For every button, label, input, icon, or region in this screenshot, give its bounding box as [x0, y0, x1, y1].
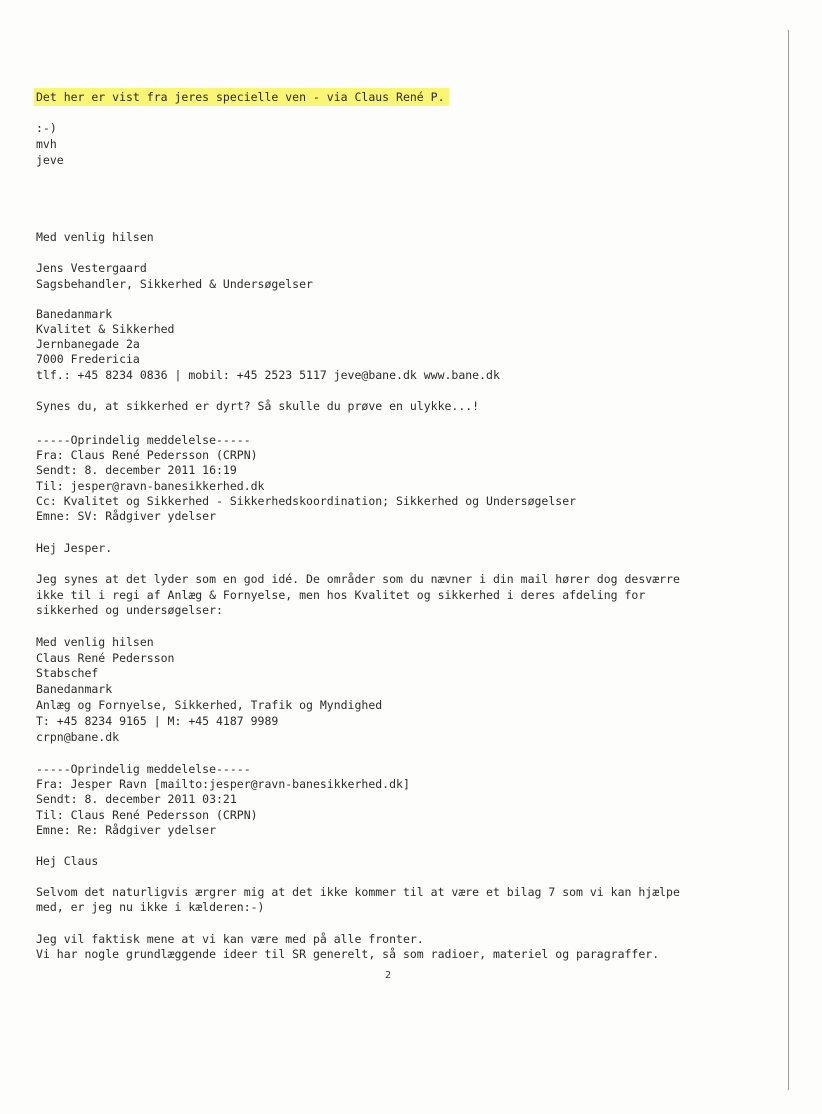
note-line: jeve	[36, 153, 64, 167]
signature-title: Sagsbehandler, Sikkerhed & Undersøgelser	[36, 277, 313, 291]
page-number: 2	[385, 970, 392, 981]
msg2-body-line: Selvom det naturligvis ærgrer mig at det ikke kommer til at være et bilag 7 som vi kan hjælpe	[36, 885, 680, 899]
msg1-sig-line: Banedanmark	[36, 682, 113, 696]
msg1-cc: Cc: Kvalitet og Sikkerhed - Sikkerhedskoordination; Sikkerhed og Undersøgelser	[36, 494, 577, 508]
msg1-sig-line: Anlæg og Fornyelse, Sikkerhed, Trafik og Myndighed	[36, 698, 383, 712]
msg1-sig-line: T: +45 8234 9165 | M: +45 4187 9989	[36, 714, 279, 728]
msg1-sig-line: crpn@bane.dk	[36, 730, 120, 744]
signature-dept: Kvalitet & Sikkerhed	[36, 322, 175, 336]
email-document	[36, 0, 776, 961]
msg2-body-line: Vi har nogle grundlæggende ideer til SR generelt, så som radioer, materiel og paragraffer.	[36, 947, 660, 961]
signature-city: 7000 Fredericia	[36, 352, 140, 366]
msg1-body-line: sikkerhed og undersøgelser:	[36, 603, 223, 617]
msg1-body-line: ikke til i regi af Anlæg & Fornyelse, men hos Kvalitet og sikkerhed i deres afdeling for	[36, 588, 646, 602]
signature-street: Jernbanegade 2a	[36, 337, 140, 351]
msg1-sig-line: Med venlig hilsen	[36, 635, 154, 649]
msg1-from: Fra: Claus René Pedersson (CRPN)	[36, 448, 258, 462]
msg1-separator: -----Oprindelig meddelelse-----	[36, 433, 251, 447]
signature-motto: Synes du, at sikkerhed er dyrt? Så skulle du prøve en ulykke...!	[36, 399, 480, 413]
signature-contact: tlf.: +45 8234 0836 | mobil: +45 2523 5117 jeve@bane.dk www.bane.dk	[36, 368, 500, 382]
page-edge-line	[788, 30, 789, 1090]
msg2-subject: Emne: Re: Rådgiver ydelser	[36, 823, 217, 837]
msg2-body-line: Jeg vil faktisk mene at vi kan være med på alle fronter.	[36, 932, 424, 946]
msg2-separator: -----Oprindelig meddelelse-----	[36, 762, 251, 776]
signature-org: Banedanmark	[36, 307, 113, 321]
msg1-sent: Sendt: 8. december 2011 16:19	[36, 463, 237, 477]
msg2-from: Fra: Jesper Ravn [mailto:jesper@ravn-banesikkerhed.dk]	[36, 777, 410, 791]
msg2-to: Til: Claus René Pedersson (CRPN)	[36, 808, 258, 822]
highlighted-note: Det her er vist fra jeres specielle ven - via Claus René P.	[36, 90, 449, 105]
msg1-sig-line: Stabschef	[36, 666, 99, 680]
msg1-body-line: Jeg synes at det lyder som en god idé. De områder som du nævner i din mail hører dog desværre	[36, 572, 680, 586]
msg2-body-line: med, er jeg nu ikke i kælderen:-)	[36, 900, 265, 914]
msg2-sent: Sendt: 8. december 2011 03:21	[36, 792, 237, 806]
msg1-subject: Emne: SV: Rådgiver ydelser	[36, 509, 217, 523]
msg1-sig-line: Claus René Pedersson	[36, 651, 175, 665]
signature-greeting: Med venlig hilsen	[36, 230, 154, 244]
msg2-salutation: Hej Claus	[36, 854, 99, 868]
msg1-to: Til: jesper@ravn-banesikkerhed.dk	[36, 479, 265, 493]
msg1-salutation: Hej Jesper.	[36, 541, 113, 555]
note-line: :-)	[36, 121, 57, 135]
signature-name: Jens Vestergaard	[36, 261, 147, 275]
note-line: mvh	[36, 137, 57, 151]
